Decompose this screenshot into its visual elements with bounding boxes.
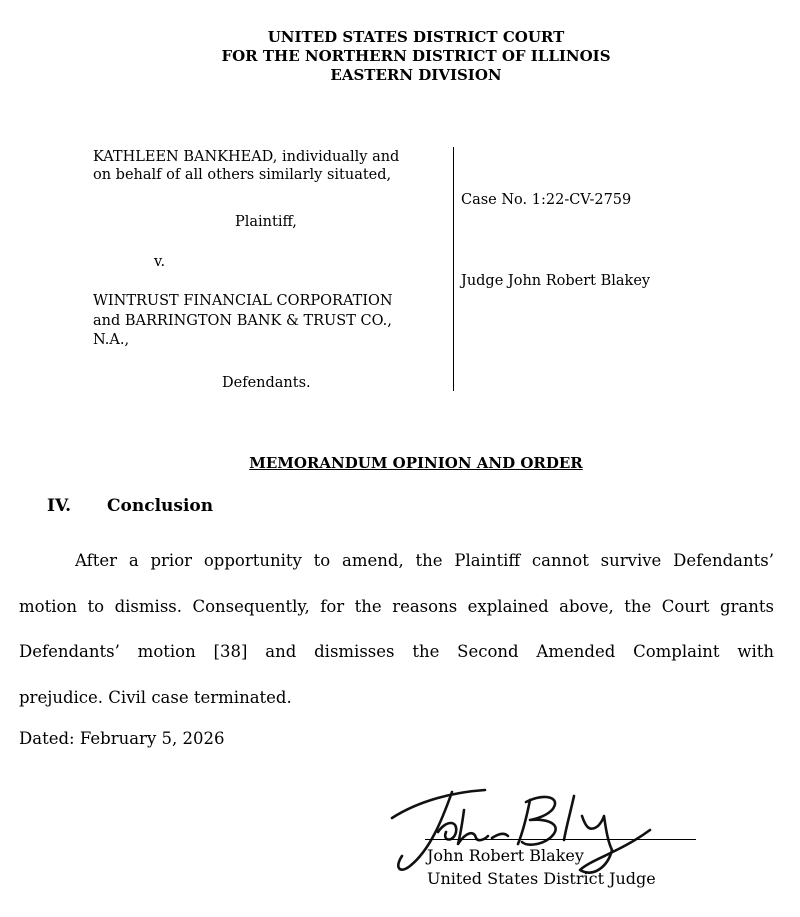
defendant-name-line1: WINTRUST FINANCIAL CORPORATION bbox=[93, 293, 393, 309]
conclusion-paragraph bbox=[19, 538, 774, 720]
caption-divider bbox=[453, 147, 454, 391]
court-header bbox=[0, 28, 800, 85]
date-line: Dated: February 5, 2026 bbox=[19, 729, 225, 748]
section-number: IV. bbox=[47, 496, 72, 516]
paragraph-line bbox=[19, 538, 774, 584]
court-division: EASTERN DIVISION bbox=[330, 66, 502, 84]
judge-title: United States District Judge bbox=[427, 869, 656, 888]
plaintiff-role: Plaintiff, bbox=[235, 214, 297, 230]
assigned-judge: Judge John Robert Blakey bbox=[461, 273, 651, 289]
plaintiff-name: KATHLEEN BANKHEAD, individually and bbox=[93, 149, 400, 165]
case-number: Case No. 1:22-CV-2759 bbox=[461, 192, 632, 208]
section-title: Conclusion bbox=[107, 496, 214, 516]
section-heading bbox=[47, 496, 213, 516]
defendant-name-line3: N.A., bbox=[93, 332, 130, 348]
document-title: MEMORANDUM OPINION AND ORDER bbox=[249, 454, 583, 472]
versus-label: v. bbox=[154, 254, 166, 270]
case-caption-parties bbox=[93, 148, 449, 184]
court-district: FOR THE NORTHERN DISTRICT OF ILLINOIS bbox=[221, 47, 611, 65]
paragraph-line: Defendants’ motion [38] and dismisses the Second Amended Complaint with bbox=[19, 642, 774, 661]
paragraph-line: prejudice. Civil case terminated. bbox=[19, 687, 292, 707]
defendant-role: Defendants. bbox=[222, 375, 311, 391]
paragraph-line-text: After a prior opportunity to amend, the Plaintiff cannot survive Defendants’ bbox=[75, 551, 774, 570]
court-name: UNITED STATES DISTRICT COURT bbox=[267, 28, 565, 46]
defendant-name-line2: and BARRINGTON BANK & TRUST CO., bbox=[93, 313, 392, 329]
judge-name: John Robert Blakey bbox=[427, 846, 584, 865]
paragraph-line: motion to dismiss. Consequently, for the reasons explained above, the Court grants bbox=[19, 596, 774, 616]
signature-line bbox=[425, 839, 696, 840]
plaintiff-description: on behalf of all others similarly situated, bbox=[93, 167, 392, 183]
